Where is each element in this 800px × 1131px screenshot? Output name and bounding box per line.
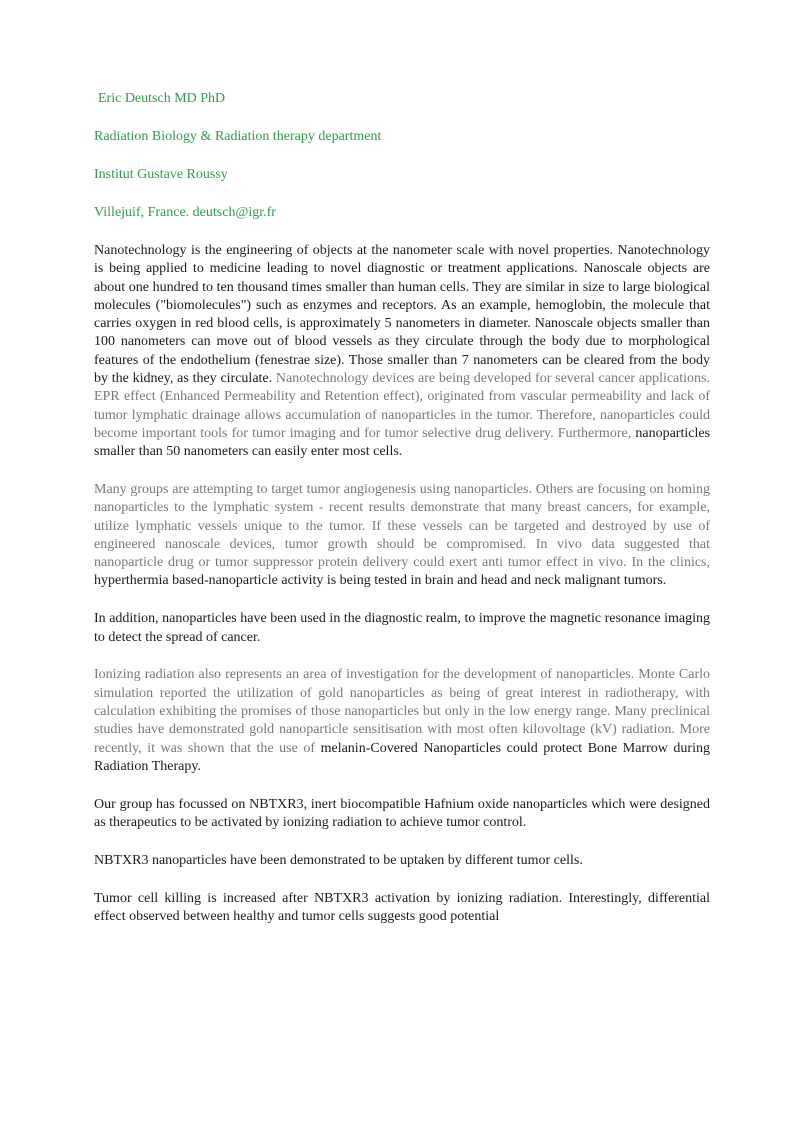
text-segment: Our group has focussed on NBTXR3, inert biocompatible Hafnium oxide nanoparticles which were designed as therapeutics to be activated by ionizing radiation to achieve tumor control.	[94, 796, 710, 830]
text-segment: NBTXR3 nanoparticles have been demonstrated to be uptaken by different tumor cells.	[94, 852, 583, 868]
text-segment: melanin-Covered Nanoparticles could protect Bone Marrow during Radiation Therapy.	[94, 740, 710, 774]
paragraph-nbtxr3-intro	[94, 796, 710, 833]
text-segment: hyperthermia based-nanoparticle activity is being tested in brain and head and neck malignant tumors.	[94, 573, 667, 589]
paragraph-ionizing-radiation	[94, 666, 710, 776]
text-segment: Ionizing radiation also represents an area of investigation for the development of nanoparticles. Monte Carlo simulation reported the utilization of gold nanoparticles as being of great interest in radiotherapy, with calculation exhibiting the promises of those nanoparticles but only in the low energy range. Many preclinical studies have demonstrated gold nanoparticle sensitisation with most often kilovoltage (kV) radiation. More recently, it was shown that the use of	[94, 667, 710, 756]
department-line: Radiation Biology & Radiation therapy department	[94, 128, 382, 144]
location-email-line: Villejuif, France. deutsch@igr.fr	[94, 204, 276, 220]
institute-line: Institut Gustave Roussy	[94, 166, 228, 182]
paragraph-diagnostic	[94, 610, 710, 647]
paragraph-nbtxr3-uptake	[94, 852, 710, 870]
paragraph-nanotechnology-intro	[94, 242, 710, 462]
text-segment: Nanotechnology is the engineering of objects at the nanometer scale with novel properties. Nanotechnology is being applied to medicine leading to novel diagnostic or treatment applications. Nanoscale objects are about one hundred to ten thousand times smaller than human cells. They are similar in size to large biological molecules ("biomolecules") such as enzymes and receptors. As an example, hemoglobin, the molecule that carries oxygen in red blood cells, is approximately 5 nanometers in diameter. Nanoscale objects smaller than 100 nanometers can move out of blood vessels as they circulate through the body due to morphological features of the endothelium (fenestrae size). Those smaller than 7 nanometers can be cleared from the body by the kidney, as they circulate.	[94, 242, 710, 387]
paragraph-tumor-cell-killing	[94, 890, 710, 927]
paragraph-tumor-targeting	[94, 481, 710, 591]
text-segment: Nanotechnology devices are being developed for several cancer applications. EPR effect (Enhanced Permeability and Retention effect), originated from vascular permeability and lack of tumor lymphatic drainage allows accumulation of nanoparticles in the tumor. Therefore, nanoparticles could become important tools for tumor imaging and for tumor selective drug delivery. Furthermore,	[94, 371, 711, 441]
text-segment: In addition, nanoparticles have been used in the diagnostic realm, to improve the magnetic resonance imaging to detect the spread of cancer.	[94, 611, 710, 645]
author-line: Eric Deutsch MD PhD	[98, 91, 226, 106]
text-segment: Many groups are attempting to target tumor angiogenesis using nanoparticles. Others are focusing on homing nanoparticles to the lymphatic system - recent results demonstrate that many breast cancers, for example, utilize lymphatic vessels unique to the tumor. If these vessels can be targeted and destroyed by use of engineered nanoscale devices, tumor growth should be compromised. In vivo data suggested that nanoparticle drug or tumor suppressor protein delivery could exert anti tumor effect in vivo. In the clinics,	[94, 482, 710, 571]
text-segment: Tumor cell killing is increased after NBTXR3 activation by ionizing radiation. Interestingly, differential effect observed between healthy and tumor cells suggests good potential	[94, 890, 710, 924]
text-segment: nanoparticles smaller than 50 nanometers can easily enter most cells.	[94, 425, 710, 460]
